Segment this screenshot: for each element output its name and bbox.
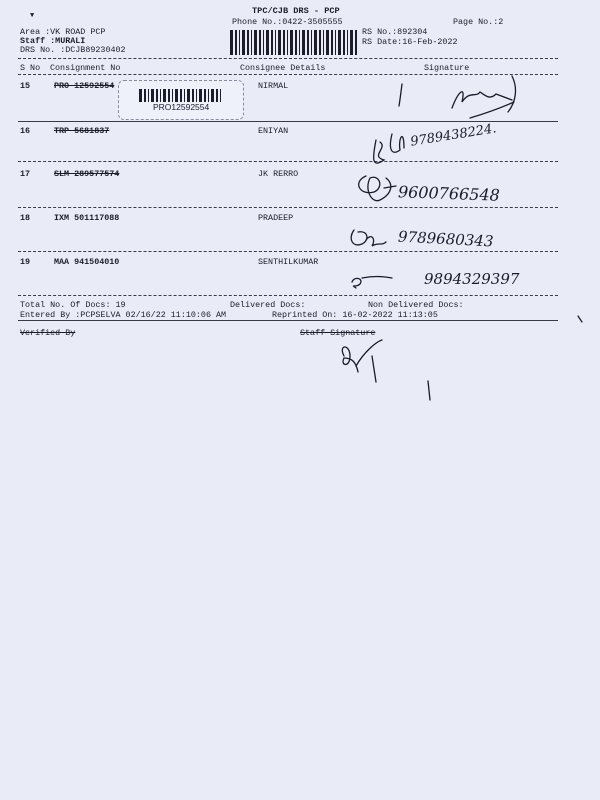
row-consignee: NIRMAL <box>258 81 289 91</box>
stray-mark <box>578 316 582 322</box>
drs-number: DRS No. :DCJB89230402 <box>20 45 126 55</box>
page-number: Page No.:2 <box>453 17 504 27</box>
entered-by: Entered By :PCPSELVA 02/16/22 11:10:06 AM <box>20 310 227 320</box>
signature-row15 <box>508 76 515 112</box>
row-consignment: IXM 501117088 <box>54 213 120 223</box>
row-consignment: PRO 12592554 <box>54 81 115 91</box>
signature-row19 <box>352 277 392 289</box>
signature-mark <box>399 84 402 106</box>
row-consignee: PRADEEP <box>258 213 294 223</box>
row-sno: 15 <box>20 81 31 91</box>
row-consignee: JK RERRO <box>258 169 299 179</box>
non-delivered-docs: Non Delivered Docs: <box>368 300 464 310</box>
signature-row17 <box>359 176 396 201</box>
signature-row16 <box>374 134 404 163</box>
row-sno: 19 <box>20 257 31 267</box>
reprinted-on: Reprinted On: 16-02-2022 11:13:05 <box>272 310 438 320</box>
staff-signature-label: Staff Signature <box>300 328 376 338</box>
footer-divider <box>18 320 558 321</box>
total-docs: Total No. Of Docs: 19 <box>20 300 126 310</box>
rs-date: RS Date:16-Feb-2022 <box>362 37 458 47</box>
col-signature: Signature <box>424 63 470 73</box>
stray-mark <box>428 381 430 400</box>
row-consignment: SLM 289577574 <box>54 169 120 179</box>
row-sno: 18 <box>20 213 31 223</box>
handwritten-phone-row17: 9600766548 <box>397 182 501 205</box>
staff-field: Staff :MURALI <box>20 36 86 46</box>
row-consignment: MAA 941504010 <box>54 257 120 267</box>
row-consignee: SENTHILKUMAR <box>258 257 319 267</box>
signature-row15 <box>470 102 514 118</box>
delivered-docs: Delivered Docs: <box>230 300 306 310</box>
handwritten-phone-row19: 9894329397 <box>424 270 520 288</box>
row-sno: 16 <box>20 126 31 136</box>
col-sno: S No <box>20 63 41 73</box>
sticker-label: PRO12592554 <box>153 102 210 112</box>
phone-number: Phone No.:0422-3505555 <box>232 17 343 27</box>
row-consignment: TRP 5681837 <box>54 126 110 136</box>
handwritten-phone-row16: 9789438224. <box>409 121 498 150</box>
handwritten-phone-row18: 9789680343 <box>397 227 494 251</box>
signature-row15 <box>452 92 512 108</box>
area-field: Area :VK ROAD PCP <box>20 27 106 37</box>
staff-signature-scribble <box>342 340 382 382</box>
col-consignee: Consignee Details <box>240 63 326 73</box>
signature-row18 <box>351 230 386 246</box>
col-consignment: Consignment No <box>50 63 121 73</box>
rs-number: RS No.:892304 <box>362 27 428 37</box>
row-consignee: ENIYAN <box>258 126 289 136</box>
verified-by: Verified By <box>20 328 76 338</box>
report-title: TPC/CJB DRS - PCP <box>252 6 340 16</box>
corner-mark: ▼ <box>30 12 35 20</box>
row-sno: 17 <box>20 169 31 179</box>
